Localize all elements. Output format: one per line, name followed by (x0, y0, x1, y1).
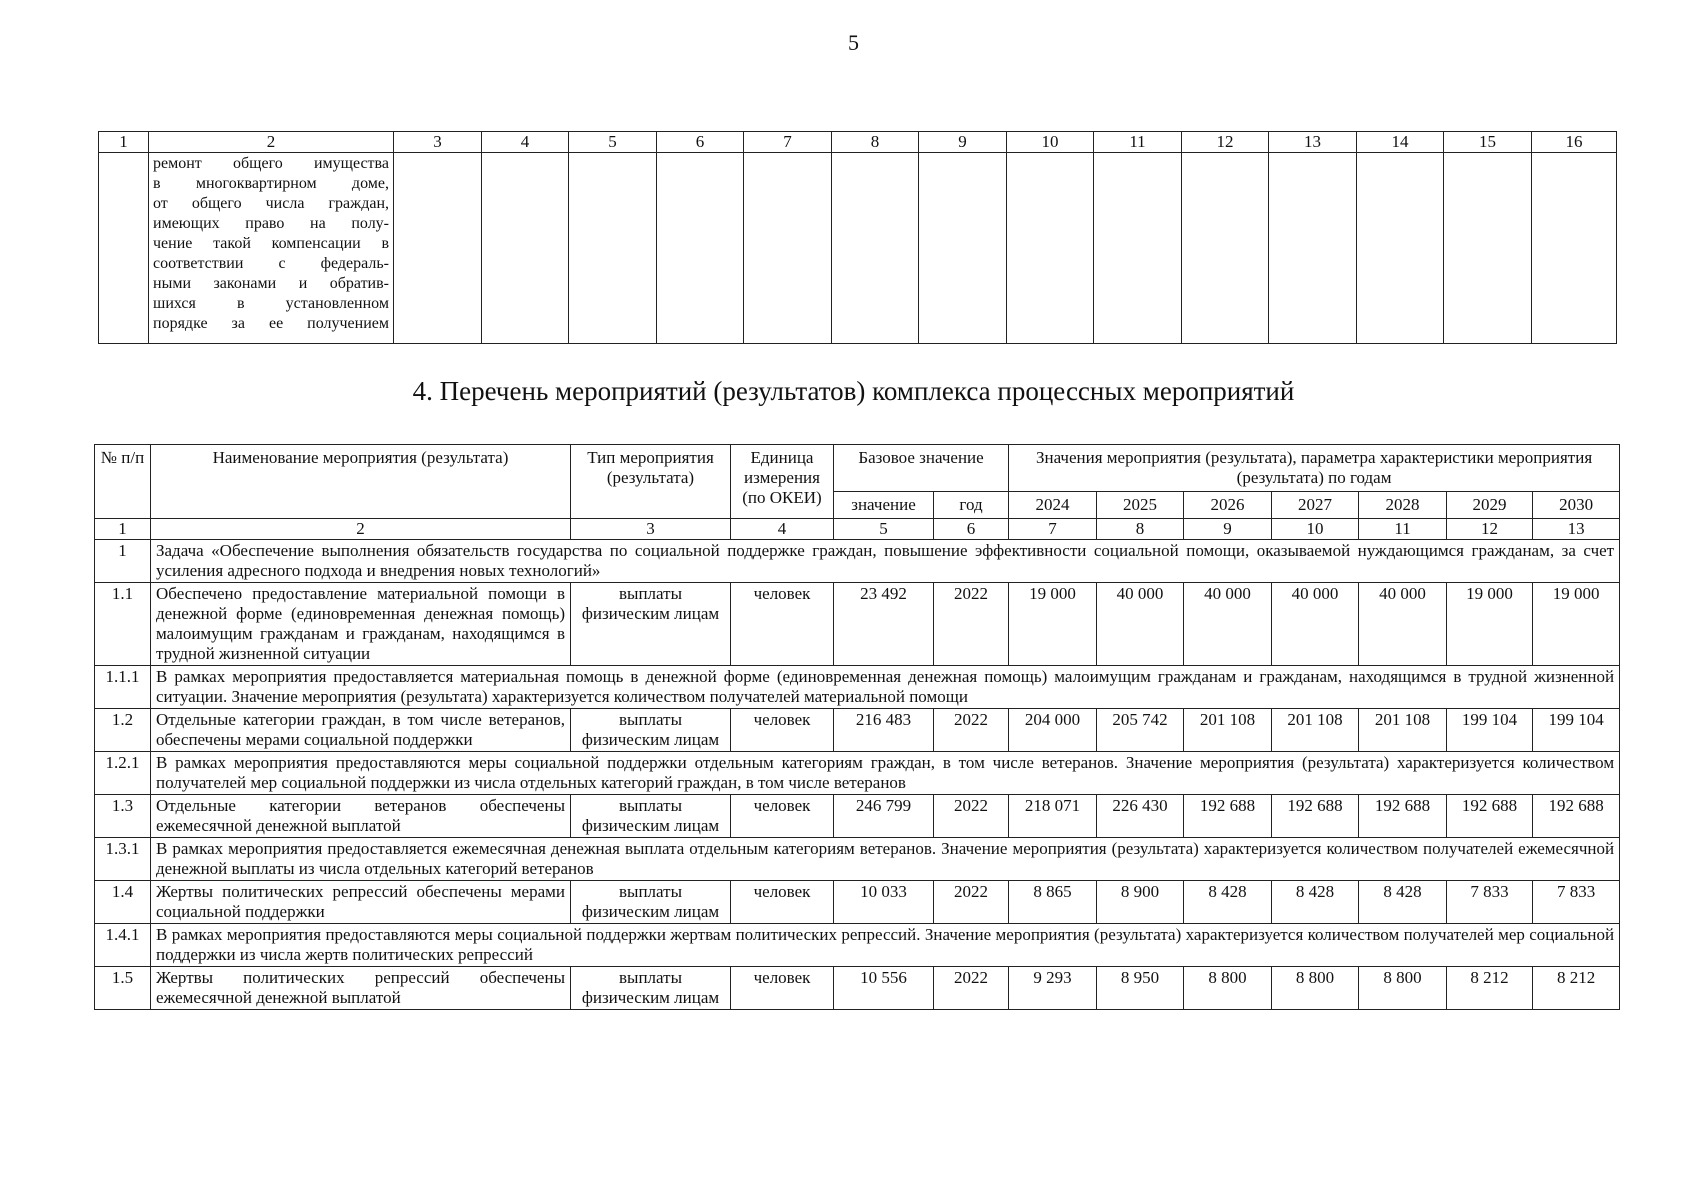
year-value: 19 000 (1009, 583, 1097, 666)
note-text: В рамках мероприятия предоставляются меры социальной поддержки жертвам политических репрессий. Значение мероприятия (результата) характеризуется количеством получателей мер социальной поддержки из числа жертв политических репрессий (151, 924, 1620, 967)
table-cell (1532, 153, 1617, 344)
column-number: 2 (151, 519, 571, 540)
year-value: 8 800 (1272, 967, 1359, 1010)
year-value: 40 000 (1272, 583, 1359, 666)
note-row (95, 752, 1620, 795)
year-value: 192 688 (1184, 795, 1272, 838)
row-num: 1.1 (95, 583, 151, 666)
column-number-row (95, 519, 1620, 540)
table-cell (919, 153, 1007, 344)
year-value: 7 833 (1447, 881, 1533, 924)
year-value: 205 742 (1097, 709, 1184, 752)
continuation-header-row (99, 132, 1617, 153)
table-cell (832, 153, 919, 344)
year-value: 199 104 (1447, 709, 1533, 752)
measure-unit: человек (731, 583, 834, 666)
note-text: В рамках мероприятия предоставляются меры социальной поддержки отдельным категориям граждан, в том числе ветеранов. Значение мероприятия (результата) характеризуется количеством получателей мер социальной поддержки из числа отдельных категорий граждан, в том числе ветеранов (151, 752, 1620, 795)
description-line: чение такой компенсации в (153, 235, 389, 252)
year-value: 226 430 (1097, 795, 1184, 838)
table-cell (99, 153, 149, 344)
table-cell (394, 153, 482, 344)
column-number: 13 (1269, 132, 1357, 153)
year-value: 19 000 (1447, 583, 1533, 666)
column-number: 9 (1184, 519, 1272, 540)
table-row (95, 967, 1620, 1010)
column-number: 12 (1182, 132, 1269, 153)
year-value: 192 688 (1447, 795, 1533, 838)
column-number: 3 (571, 519, 731, 540)
description-line: соответствии с федераль- (153, 255, 389, 272)
column-number: 15 (1444, 132, 1532, 153)
year-value: 199 104 (1533, 709, 1620, 752)
header-year: 2025 (1097, 492, 1184, 519)
header-num: № п/п (95, 445, 151, 519)
row-num: 1.2 (95, 709, 151, 752)
base-year: 2022 (934, 583, 1009, 666)
column-number: 12 (1447, 519, 1533, 540)
table-cell (1269, 153, 1357, 344)
column-number: 16 (1532, 132, 1617, 153)
column-number: 10 (1007, 132, 1094, 153)
table-cell (569, 153, 657, 344)
measure-type: выплаты физическим лицам (571, 583, 731, 666)
header-year: 2028 (1359, 492, 1447, 519)
table-cell (1357, 153, 1444, 344)
row-num: 1.4 (95, 881, 151, 924)
year-value: 192 688 (1272, 795, 1359, 838)
table-cell (482, 153, 569, 344)
column-number: 5 (569, 132, 657, 153)
table-cell (1182, 153, 1269, 344)
measure-unit: человек (731, 709, 834, 752)
year-value: 201 108 (1359, 709, 1447, 752)
column-number: 4 (482, 132, 569, 153)
header-year: 2024 (1009, 492, 1097, 519)
year-value: 40 000 (1184, 583, 1272, 666)
header-type: Тип мероприятия (результата) (571, 445, 731, 519)
base-year: 2022 (934, 881, 1009, 924)
measure-type: выплаты физическим лицам (571, 795, 731, 838)
header-year: 2030 (1533, 492, 1620, 519)
description-line: ремонт общего имущества (153, 155, 389, 172)
base-year: 2022 (934, 967, 1009, 1010)
description-line: от общего числа граждан, (153, 195, 389, 212)
description-line: в многоквартирном доме, (153, 175, 389, 192)
header-year: 2026 (1184, 492, 1272, 519)
measure-type: выплаты физическим лицам (571, 881, 731, 924)
column-number: 7 (1009, 519, 1097, 540)
note-num: 1.3.1 (95, 838, 151, 881)
header-year: 2029 (1447, 492, 1533, 519)
header-unit: Единица измерения (по ОКЕИ) (731, 445, 834, 519)
note-row (95, 666, 1620, 709)
continuation-table (98, 131, 1617, 344)
column-number: 1 (99, 132, 149, 153)
header-row (95, 445, 1620, 492)
table-row (95, 709, 1620, 752)
description-line: шихся в установленном (153, 295, 389, 312)
year-value: 192 688 (1359, 795, 1447, 838)
description-line: имеющих право на полу- (153, 215, 389, 232)
measure-unit: человек (731, 881, 834, 924)
measure-name: Жертвы политических репрессий обеспечены ежемесячной денежной выплатой (151, 967, 571, 1010)
year-value: 40 000 (1359, 583, 1447, 666)
header-name: Наименование мероприятия (результата) (151, 445, 571, 519)
base-value: 10 556 (834, 967, 934, 1010)
table-cell (1007, 153, 1094, 344)
column-number: 11 (1359, 519, 1447, 540)
page-number: 5 (848, 30, 859, 55)
year-value: 8 800 (1359, 967, 1447, 1010)
year-value: 201 108 (1184, 709, 1272, 752)
year-value: 7 833 (1533, 881, 1620, 924)
section-title: 4. Перечень мероприятий (результатов) комплекса процессных мероприятий (412, 376, 1295, 406)
note-num: 1.1.1 (95, 666, 151, 709)
task-text: Задача «Обеспечение выполнения обязательств государства по социальной поддержке граждан, повышение эффективности социальной помощи, оказываемой нуждающимся гражданам, за счет усиления адресного подхода и внедрения новых технологий» (151, 540, 1620, 583)
column-number: 5 (834, 519, 934, 540)
column-number: 8 (832, 132, 919, 153)
measure-name: Жертвы политических репрессий обеспечены мерами социальной поддержки (151, 881, 571, 924)
table-cell (744, 153, 832, 344)
year-value: 218 071 (1009, 795, 1097, 838)
header-base-value: значение (834, 492, 934, 519)
table-cell (1444, 153, 1532, 344)
base-value: 216 483 (834, 709, 934, 752)
note-row (95, 838, 1620, 881)
header-year: 2027 (1272, 492, 1359, 519)
note-row (95, 924, 1620, 967)
row-num: 1.5 (95, 967, 151, 1010)
year-value: 40 000 (1097, 583, 1184, 666)
measure-name: Отдельные категории ветеранов обеспечены ежемесячной денежной выплатой (151, 795, 571, 838)
base-value: 246 799 (834, 795, 934, 838)
year-value: 9 293 (1009, 967, 1097, 1010)
task-row (95, 540, 1620, 583)
measure-type: выплаты физическим лицам (571, 967, 731, 1010)
column-number: 4 (731, 519, 834, 540)
year-value: 8 865 (1009, 881, 1097, 924)
table-row (95, 583, 1620, 666)
note-text: В рамках мероприятия предоставляется ежемесячная денежная выплата отдельным категориям ветеранов. Значение мероприятия (результата) характеризуется количеством получателей ежемесячной денежной выплаты из числа отдельных категорий ветеранов (151, 838, 1620, 881)
table-cell (657, 153, 744, 344)
base-year: 2022 (934, 795, 1009, 838)
base-value: 23 492 (834, 583, 934, 666)
base-value: 10 033 (834, 881, 934, 924)
measure-name: Обеспечено предоставление материальной помощи в денежной форме (единовременная денежная помощь) малоимущим гражданам и гражданам, находящимся в трудной жизненной ситуации (151, 583, 571, 666)
column-number: 6 (934, 519, 1009, 540)
year-value: 8 428 (1184, 881, 1272, 924)
column-number: 7 (744, 132, 832, 153)
year-value: 8 212 (1447, 967, 1533, 1010)
indicator-description (149, 153, 394, 344)
year-value: 8 428 (1272, 881, 1359, 924)
description-line: ными законами и обратив- (153, 275, 389, 292)
continuation-row (99, 153, 1617, 344)
column-number: 11 (1094, 132, 1182, 153)
base-year: 2022 (934, 709, 1009, 752)
measure-unit: человек (731, 795, 834, 838)
table-row (95, 795, 1620, 838)
measure-name: Отдельные категории граждан, в том числе ветеранов, обеспечены мерами социальной поддержки (151, 709, 571, 752)
description-line: порядке за ее получением (153, 315, 389, 332)
table-row (95, 881, 1620, 924)
note-num: 1.4.1 (95, 924, 151, 967)
header-values-group: Значения мероприятия (результата), параметра характеристики мероприятия (результата) по годам (1009, 445, 1620, 492)
year-value: 8 900 (1097, 881, 1184, 924)
note-text: В рамках мероприятия предоставляется материальная помощь в денежной форме (единовременная денежная помощь) малоимущим гражданам и гражданам, находящимся в трудной жизненной ситуации. Значение мероприятия (результата) характеризуется количеством получателей материальной помощи (151, 666, 1620, 709)
year-value: 201 108 (1272, 709, 1359, 752)
column-number: 13 (1533, 519, 1620, 540)
task-num: 1 (95, 540, 151, 583)
header-base-year: год (934, 492, 1009, 519)
header-base: Базовое значение (834, 445, 1009, 492)
year-value: 8 428 (1359, 881, 1447, 924)
year-value: 19 000 (1533, 583, 1620, 666)
column-number: 2 (149, 132, 394, 153)
column-number: 1 (95, 519, 151, 540)
year-value: 8 950 (1097, 967, 1184, 1010)
column-number: 3 (394, 132, 482, 153)
year-value: 204 000 (1009, 709, 1097, 752)
year-value: 8 800 (1184, 967, 1272, 1010)
measure-type: выплаты физическим лицам (571, 709, 731, 752)
column-number: 10 (1272, 519, 1359, 540)
year-value: 192 688 (1533, 795, 1620, 838)
year-value: 8 212 (1533, 967, 1620, 1010)
measure-unit: человек (731, 967, 834, 1010)
table-cell (1094, 153, 1182, 344)
measures-table (94, 444, 1620, 1010)
row-num: 1.3 (95, 795, 151, 838)
column-number: 6 (657, 132, 744, 153)
column-number: 8 (1097, 519, 1184, 540)
column-number: 14 (1357, 132, 1444, 153)
column-number: 9 (919, 132, 1007, 153)
note-num: 1.2.1 (95, 752, 151, 795)
